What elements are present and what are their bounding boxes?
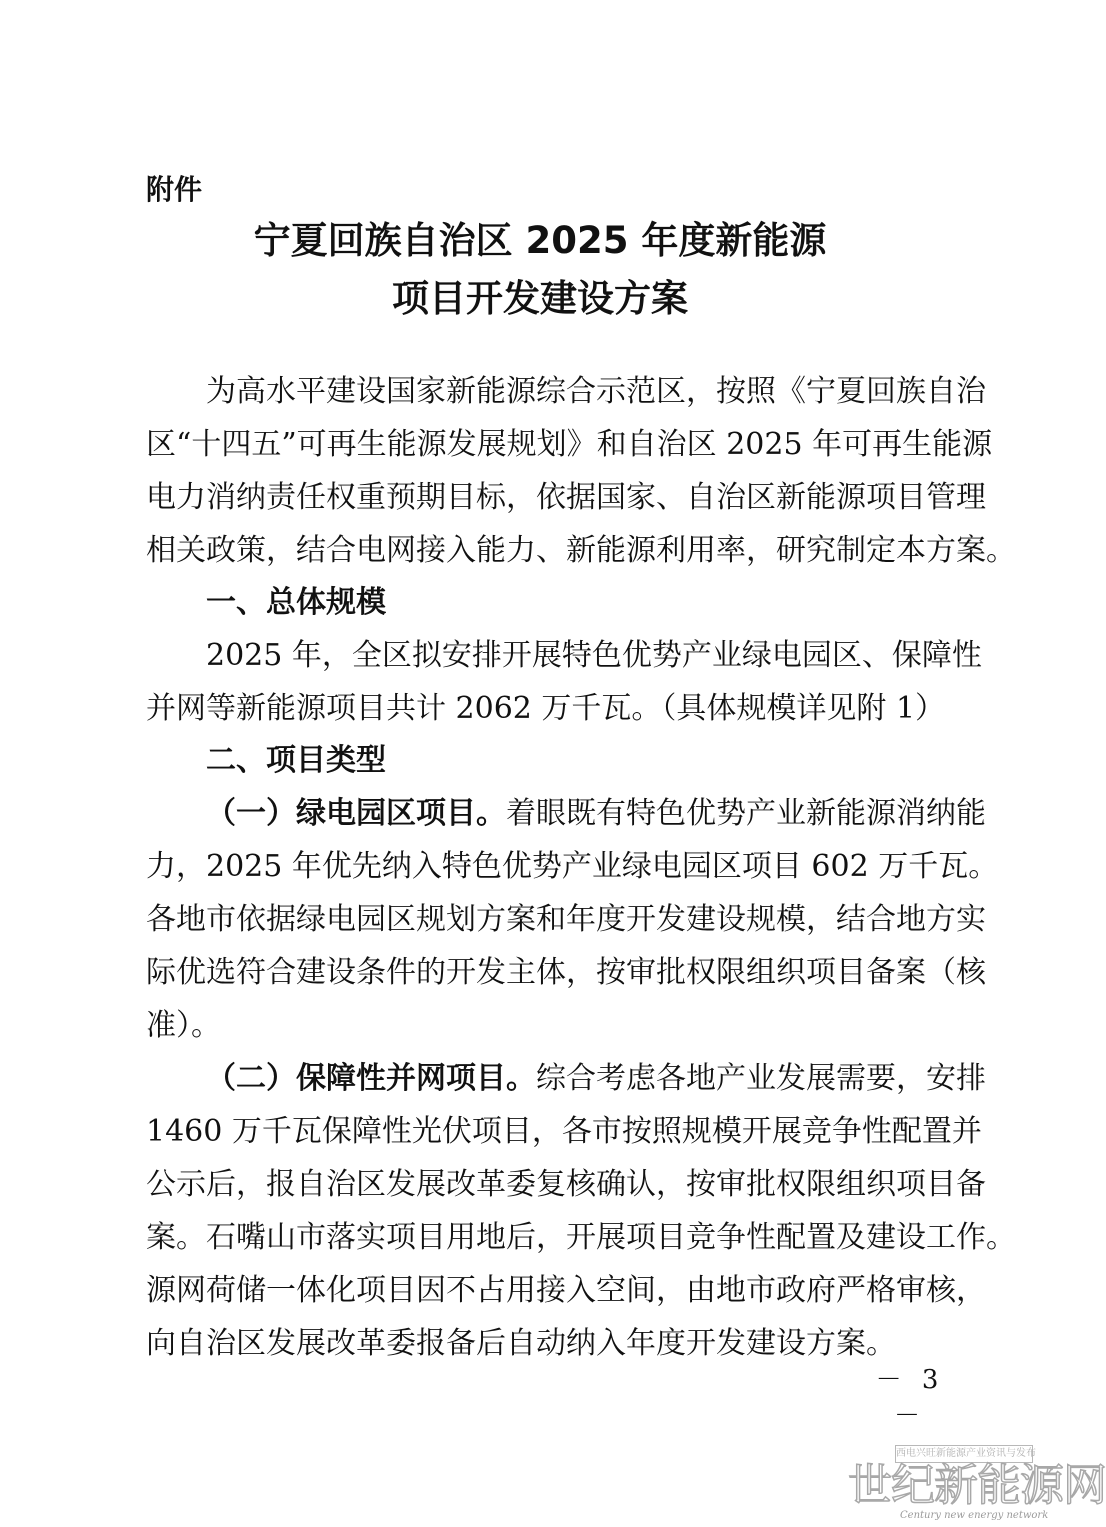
item1-line: 际优选符合建设条件的开发主体，按审批权限组织项目备案（核	[146, 955, 986, 990]
item1-first-rest: 着眼既有特色优势产业新能源消纳能	[506, 796, 986, 831]
section1-line: 并网等新能源项目共计 2062 万千瓦。（具体规模详见附 1）	[146, 691, 946, 726]
document-title-line-2: 项目开发建设方案	[392, 277, 688, 320]
watermark-logo: 世纪新能源网	[848, 1460, 1106, 1511]
item2-line: 源网荷储一体化项目因不占用接入空间，由地市政府严格审核，	[146, 1273, 986, 1308]
item2-first-line	[206, 1059, 986, 1099]
item1-line: 各地市依据绿电园区规划方案和年度开发建设规模，结合地方实	[146, 902, 986, 937]
intro-line: 电力消纳责任权重预期目标，依据国家、自治区新能源项目管理	[146, 480, 986, 515]
item2-line: 1460 万千瓦保障性光伏项目，各市按照规模开展竞争性配置并	[146, 1114, 982, 1149]
attachment-label: 附件	[146, 173, 203, 206]
item2-line: 案。石嘴山市落实项目用地后，开展项目竞争性配置及建设工作。	[146, 1220, 1016, 1255]
intro-line: 为高水平建设国家新能源综合示范区，按照《宁夏回族自治	[206, 374, 986, 409]
intro-line: 区“十四五”可再生能源发展规划》和自治区 2025 年可再生能源	[146, 427, 993, 462]
document-title-line-1: 宁夏回族自治区 2025 年度新能源	[253, 219, 827, 262]
item1-line: 准）。	[146, 1008, 221, 1043]
section-heading-project-types: 二、项目类型	[206, 743, 386, 778]
item1-first-line	[206, 794, 986, 834]
watermark-frame-text: 西电兴旺新能源产业资讯与发布	[895, 1445, 1033, 1463]
page-number: － 3 －	[875, 1365, 945, 1431]
item2-lead: （二）保障性并网项目。	[206, 1061, 536, 1096]
watermark-subtitle: Century new energy network	[900, 1510, 1049, 1521]
item2-first-rest: 综合考虑各地产业发展需要，安排	[536, 1061, 986, 1096]
item1-line: 力，2025 年优先纳入特色优势产业绿电园区项目 602 万千瓦。	[146, 849, 999, 884]
section-heading-overall-scale: 一、总体规模	[206, 585, 386, 620]
item2-line: 公示后，报自治区发展改革委复核确认，按审批权限组织项目备	[146, 1167, 986, 1202]
section1-line: 2025 年，全区拟安排开展特色优势产业绿电园区、保障性	[206, 638, 982, 673]
item2-line: 向自治区发展改革委报备后自动纳入年度开发建设方案。	[146, 1326, 896, 1361]
item1-lead: （一）绿电园区项目。	[206, 796, 506, 831]
intro-line: 相关政策，结合电网接入能力、新能源利用率，研究制定本方案。	[146, 533, 1016, 568]
